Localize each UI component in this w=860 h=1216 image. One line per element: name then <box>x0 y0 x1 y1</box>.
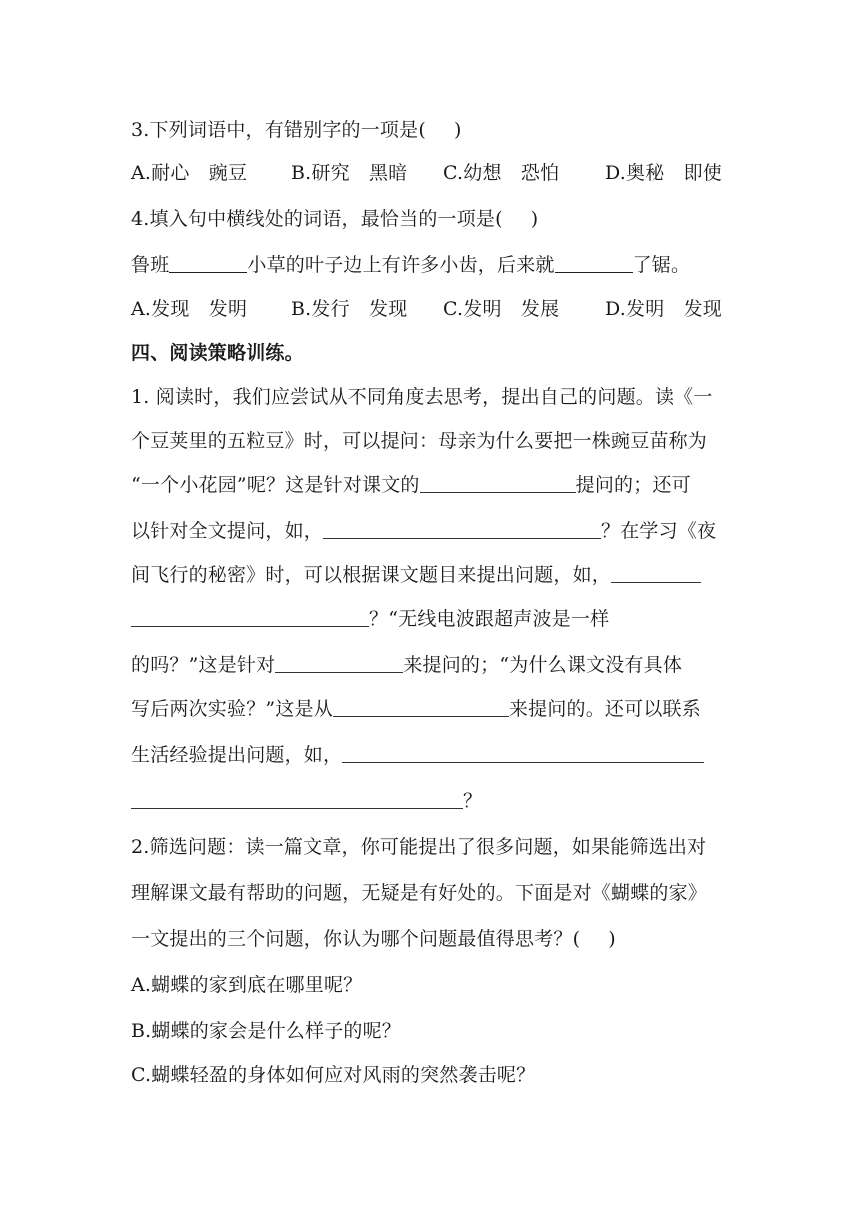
option-b[interactable]: B.发行 发现 <box>291 298 408 320</box>
p2-option-a[interactable]: A.蝴蝶的家到底在哪里呢？ <box>131 974 363 996</box>
question-3-stem <box>131 117 462 143</box>
p2-line-3-text: 一文提出的三个问题，你认为哪个问题最值得思考？( <box>131 928 581 950</box>
p1-line-8 <box>131 696 701 722</box>
p2-close-paren: ) <box>608 928 616 950</box>
p2-line-1: 2.筛选问题：读一篇文章，你可能提出了很多问题，如果能筛选出对 <box>131 836 707 858</box>
fill-blank-7[interactable] <box>333 696 509 717</box>
p2-option-b[interactable]: B.蝴蝶的家会是什么样子的呢？ <box>131 1020 402 1042</box>
p1-line-10-text: ？ <box>463 790 483 812</box>
option-b[interactable]: B.研究 黑暗 <box>291 162 408 184</box>
p1-line-5-text: 间飞行的秘密》时，可以根据课文题目来提出问题，如， <box>131 564 612 586</box>
sentence-part-1: 鲁班 <box>131 254 170 276</box>
option-c[interactable]: C.发明 发展 <box>443 298 560 320</box>
p2-line-3 <box>131 926 616 952</box>
option-d[interactable]: D.奥秘 即使 <box>605 162 722 184</box>
fill-blank-8b[interactable] <box>131 788 463 809</box>
p1-line-4-text-a: 以针对全文提问，如， <box>131 520 324 542</box>
p1-line-9 <box>131 742 704 768</box>
p2-option-c[interactable]: C.蝴蝶轻盈的身体如何应对风雨的突然袭击呢？ <box>131 1064 536 1086</box>
p1-line-6 <box>131 606 609 632</box>
fill-blank-5a[interactable] <box>611 562 701 583</box>
p1-line-3 <box>131 472 691 498</box>
question-3-text: 3.下列词语中，有错别字的一项是( <box>131 119 426 141</box>
p1-line-7-text-b: 来提问的；“为什么课文没有具体 <box>403 654 683 676</box>
sentence-part-2: 小草的叶子边上有许多小齿，后来就 <box>247 254 555 276</box>
option-c[interactable]: C.幼想 恐怕 <box>443 162 560 184</box>
p1-line-4 <box>131 518 716 544</box>
fill-blank-2[interactable] <box>555 252 633 273</box>
p1-line-6-text: ？“无线电波跟超声波是一样 <box>369 608 610 630</box>
p1-line-2: 个豆荚里的五粒豆》时，可以提问：母亲为什么要把一株豌豆苗称为 <box>131 430 708 452</box>
p1-line-7-text-a: 的吗？”这是针对 <box>131 654 276 676</box>
question-4-text: 4.填入句中横线处的词语，最恰当的一项是( <box>131 208 503 230</box>
p2-line-2: 理解课文最有帮助的问题，无疑是有好处的。下面是对《蝴蝶的家》 <box>131 882 708 904</box>
sentence-part-3: 了锯。 <box>632 254 691 276</box>
fill-blank-1[interactable] <box>169 252 247 273</box>
p1-line-3-text-b: 提问的；还可 <box>575 474 691 496</box>
p1-line-9-text: 生活经验提出问题，如， <box>131 744 343 766</box>
p1-line-7 <box>131 652 682 678</box>
question-4-close-paren: ) <box>530 208 539 230</box>
fill-blank-4[interactable] <box>323 518 601 539</box>
p1-line-8-text-b: 来提问的。还可以联系 <box>508 698 701 720</box>
p1-line-8-text-a: 写后两次实验？”这是从 <box>131 698 333 720</box>
option-a[interactable]: A.耐心 豌豆 <box>131 162 248 184</box>
p1-line-1: 1. 阅读时，我们应尝试从不同角度去思考，提出自己的问题。读《一 <box>131 386 713 408</box>
p1-line-5 <box>131 562 701 588</box>
fill-blank-3[interactable] <box>420 472 576 493</box>
option-d[interactable]: D.发明 发现 <box>605 298 722 320</box>
p1-line-3-text-a: “一个小花园”呢？这是针对课文的 <box>131 474 420 496</box>
question-3-close-paren: ) <box>453 119 462 141</box>
question-4-stem <box>131 206 538 232</box>
fill-blank-6[interactable] <box>275 652 403 673</box>
section-heading: 四、阅读策略训练。 <box>131 342 304 364</box>
fill-blank-5b[interactable] <box>131 606 369 627</box>
fill-blank-8a[interactable] <box>342 742 704 763</box>
p1-line-4-text-b: ？在学习《夜 <box>601 520 717 542</box>
option-a[interactable]: A.发现 发明 <box>131 298 248 320</box>
question-3-options <box>131 160 722 186</box>
question-4-options <box>131 296 722 322</box>
p1-line-10 <box>131 788 482 814</box>
question-4-sentence <box>131 252 690 278</box>
